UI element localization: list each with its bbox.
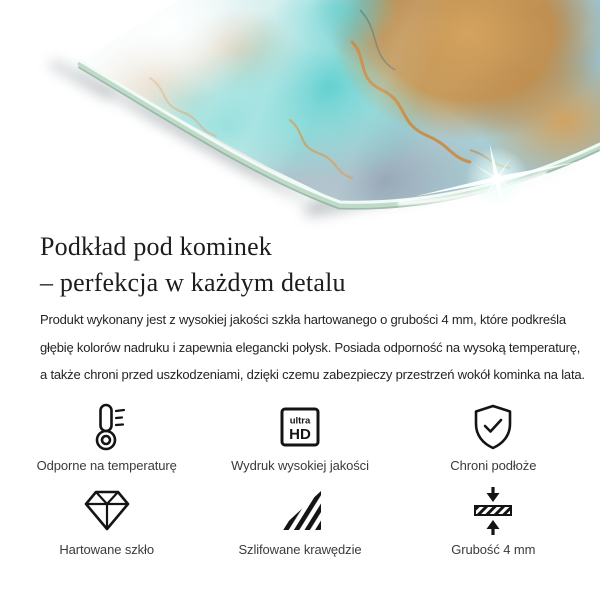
- ultra-hd-icon: [279, 402, 321, 452]
- shield-check-icon: [469, 402, 517, 452]
- product-description: [40, 306, 585, 389]
- page-title-line2: – perfekcja w każdym detalu: [40, 268, 346, 297]
- feature-protects-floor: [397, 402, 590, 474]
- feature-label: Chroni podłoże: [450, 458, 537, 473]
- page-title-line1: Podkład pod kominek: [40, 232, 273, 261]
- svg-text:HD: HD: [289, 426, 311, 443]
- feature-label: Hartowane szkło: [59, 542, 154, 557]
- thermometer-icon: [85, 402, 129, 452]
- feature-thickness: [397, 486, 590, 558]
- feature-polished-edges: [203, 486, 396, 558]
- description-line: głębię kolorów nadruku i zapewnia elegancki połysk. Posiada odporność na wysoką temperaturę,: [40, 339, 581, 355]
- overexposure-fade: [0, 0, 600, 232]
- features-grid: [10, 402, 590, 558]
- thickness-icon: [470, 486, 516, 536]
- svg-text:ultra: ultra: [289, 415, 311, 427]
- description-line: Produkt wykonany jest z wysokiej jakości szkła hartowanego o grubości 4 mm, które podkreśla: [40, 312, 566, 327]
- product-photo: [0, 0, 600, 250]
- polished-edges-icon: [277, 486, 323, 536]
- feature-label: Odporne na temperaturę: [36, 458, 177, 473]
- feature-label: Szlifowane krawędzie: [238, 542, 362, 557]
- feature-label: Grubość 4 mm: [451, 542, 536, 557]
- feature-print-quality: [203, 402, 396, 474]
- feature-temperature-resistant: [10, 402, 203, 474]
- diamond-icon: [83, 486, 131, 536]
- feature-label: Wydruk wysokiej jakości: [231, 458, 369, 473]
- description-line: a także chroni przed uszkodzeniami, dzięki czemu zabezpieczy przestrzeń wokół kominka na lata.: [40, 367, 585, 382]
- glass-panel-artwork: [0, 0, 600, 232]
- page-title: [40, 229, 346, 301]
- feature-tempered-glass: [10, 486, 203, 558]
